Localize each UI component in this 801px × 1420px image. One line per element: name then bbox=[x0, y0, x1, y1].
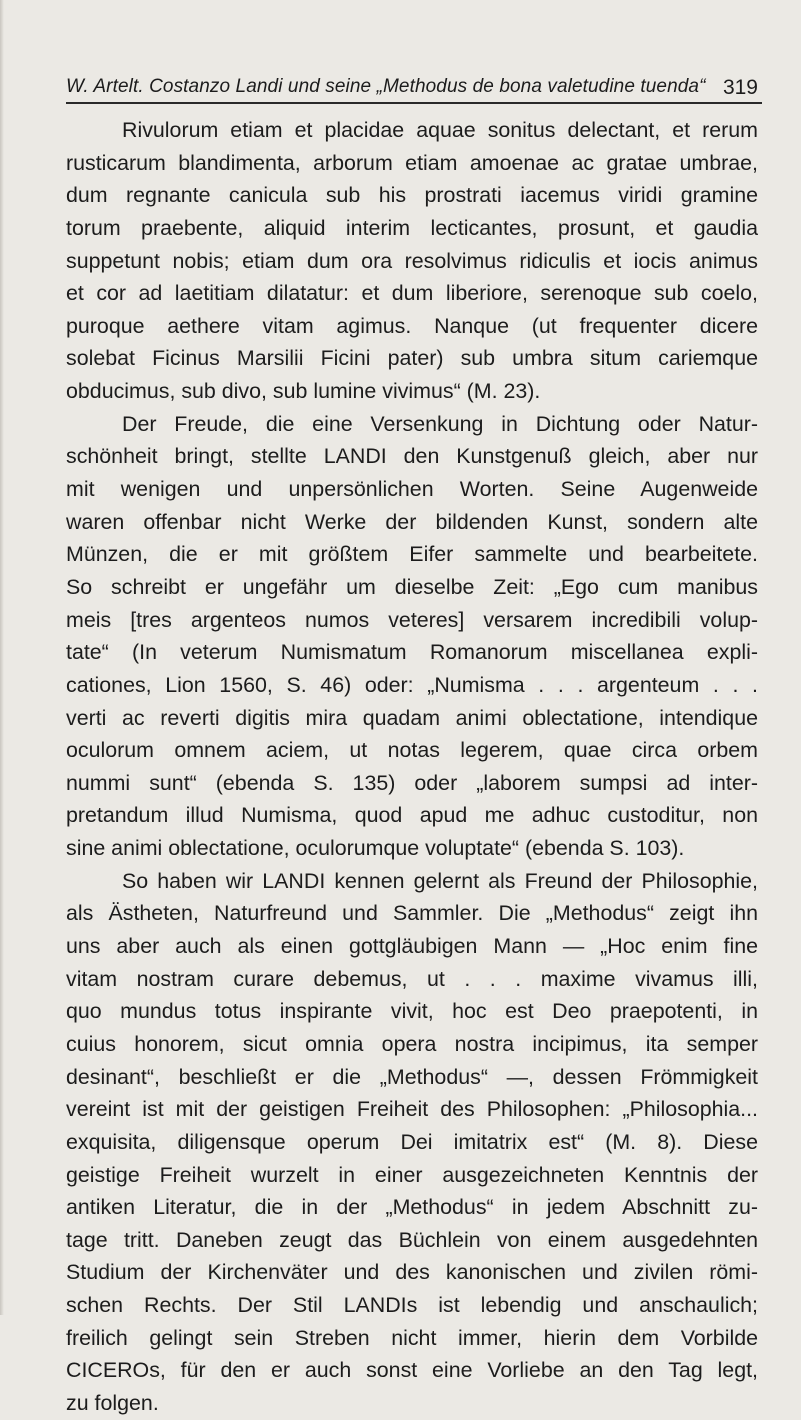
running-header bbox=[66, 74, 762, 104]
text-line: vereint ist mit der geistigen Freiheit des Philosophen: „Philosophia... bbox=[66, 1097, 758, 1122]
text-line: sine animi oblectatione, oculorumque voluptate“ (ebenda S. 103). bbox=[66, 836, 685, 861]
text-line: freilich gelingt sein Streben nicht immer, hierin dem Vorbilde bbox=[66, 1325, 758, 1350]
page-edge bbox=[0, 0, 4, 1315]
text-line: Studium der Kirchenväter und des kanonischen und zivilen römi- bbox=[66, 1260, 758, 1285]
text-line: Rivulorum etiam et placidae aquae sonitus delectant, et rerum bbox=[122, 118, 758, 142]
text-line: schen Rechts. Der Stil LANDIs ist lebendig und anschaulich; bbox=[66, 1293, 758, 1318]
text-line: verti ac reverti digitis mira quadam animi oblectatione, intendique bbox=[66, 705, 758, 730]
text-line: als Ästheten, Naturfreund und Sammler. Die „Methodus“ zeigt ihn bbox=[66, 901, 758, 926]
text-line: schönheit bringt, stellte LANDI den Kunstgenuß gleich, aber nur bbox=[66, 444, 758, 469]
text-line: torum praebente, aliquid interim lecticantes, prosunt, et gaudia bbox=[66, 215, 758, 240]
text-line: rusticarum blandimenta, arborum etiam amoenae ac gratae umbrae, bbox=[66, 150, 758, 175]
text-line: obducimus, sub divo, sub lumine vivimus“ (M. 23). bbox=[66, 379, 541, 404]
text-line: zu folgen. bbox=[66, 1390, 159, 1415]
text-line: uns aber auch als einen gottgläubigen Mann — „Hoc enim fine bbox=[66, 934, 758, 959]
text-line: nummi sunt“ (ebenda S. 135) oder „laborem sumpsi ad inter- bbox=[66, 770, 758, 795]
text-line: oculorum omnem aciem, ut notas legerem, quae circa orbem bbox=[66, 738, 758, 763]
text-line: solebat Ficinus Marsilii Ficini pater) sub umbra situm cariemque bbox=[66, 346, 758, 371]
text-line: exquisita, diligensque operum Dei imitatrix est“ (M. 8). Diese bbox=[66, 1129, 758, 1154]
text-line: So haben wir LANDI kennen gelernt als Freund der Philosophie, bbox=[122, 868, 758, 893]
text-line: suppetunt nobis; etiam dum ora resolvimus ridiculis et iocis animus bbox=[66, 248, 758, 273]
text-line: CICEROs, für den er auch sonst eine Vorliebe an den Tag legt, bbox=[66, 1358, 758, 1383]
text-line: mit wenigen und unpersönlichen Worten. Seine Augenweide bbox=[66, 477, 758, 502]
text-line: waren offenbar nicht Werke der bildenden Kunst, sondern alte bbox=[66, 509, 758, 534]
text-line: tate“ (In veterum Numismatum Romanorum miscellanea expli- bbox=[66, 640, 758, 665]
running-title: W. Artelt. Costanzo Landi und seine „Methodus de bona valetudine tuenda“ bbox=[66, 76, 706, 97]
text-line: So schreibt er ungefähr um dieselbe Zeit: „Ego cum manibus bbox=[66, 574, 758, 599]
text-line: antiken Literatur, die in der „Methodus“ in jedem Abschnitt zu- bbox=[66, 1195, 758, 1220]
text-line: puroque aethere vitam agimus. Nanque (ut frequenter dicere bbox=[66, 313, 758, 338]
text-line: cuius honorem, sicut omnia opera nostra incipimus, ita semper bbox=[66, 1031, 758, 1056]
text-line: geistige Freiheit wurzelt in einer ausgezeichneten Kenntnis der bbox=[66, 1162, 758, 1187]
text-line: vitam nostram curare debemus, ut . . . maxime vivamus illi, bbox=[66, 966, 758, 991]
body-text bbox=[66, 114, 758, 1420]
text-line: pretandum illud Numisma, quod apud me adhuc custoditur, non bbox=[66, 803, 758, 828]
text-line: Münzen, die er mit größtem Eifer sammelte und bearbeitete. bbox=[66, 542, 758, 567]
text-line: Der Freude, die eine Versenkung in Dichtung oder Natur- bbox=[122, 411, 758, 436]
text-line: cationes, Lion 1560, S. 46) oder: „Numisma . . . argenteum . . . bbox=[66, 672, 758, 697]
text-line: dum regnante canicula sub his prostrati iacemus viridi gramine bbox=[66, 183, 758, 208]
text-line: et cor ad laetitiam dilatatur: et dum liberiore, serenoque sub coelo, bbox=[66, 281, 758, 306]
text-line: desinant“, beschließt er die „Methodus“ —, dessen Frömmigkeit bbox=[66, 1064, 758, 1089]
page-number: 319 bbox=[722, 76, 758, 99]
text-line: quo mundus totus inspirante vivit, hoc est Deo praepotenti, in bbox=[66, 999, 758, 1024]
text-line: meis [tres argenteos numos veteres] versarem incredibili volup- bbox=[66, 607, 758, 632]
text-line: tage tritt. Daneben zeugt das Büchlein von einem ausgedehnten bbox=[66, 1227, 758, 1252]
